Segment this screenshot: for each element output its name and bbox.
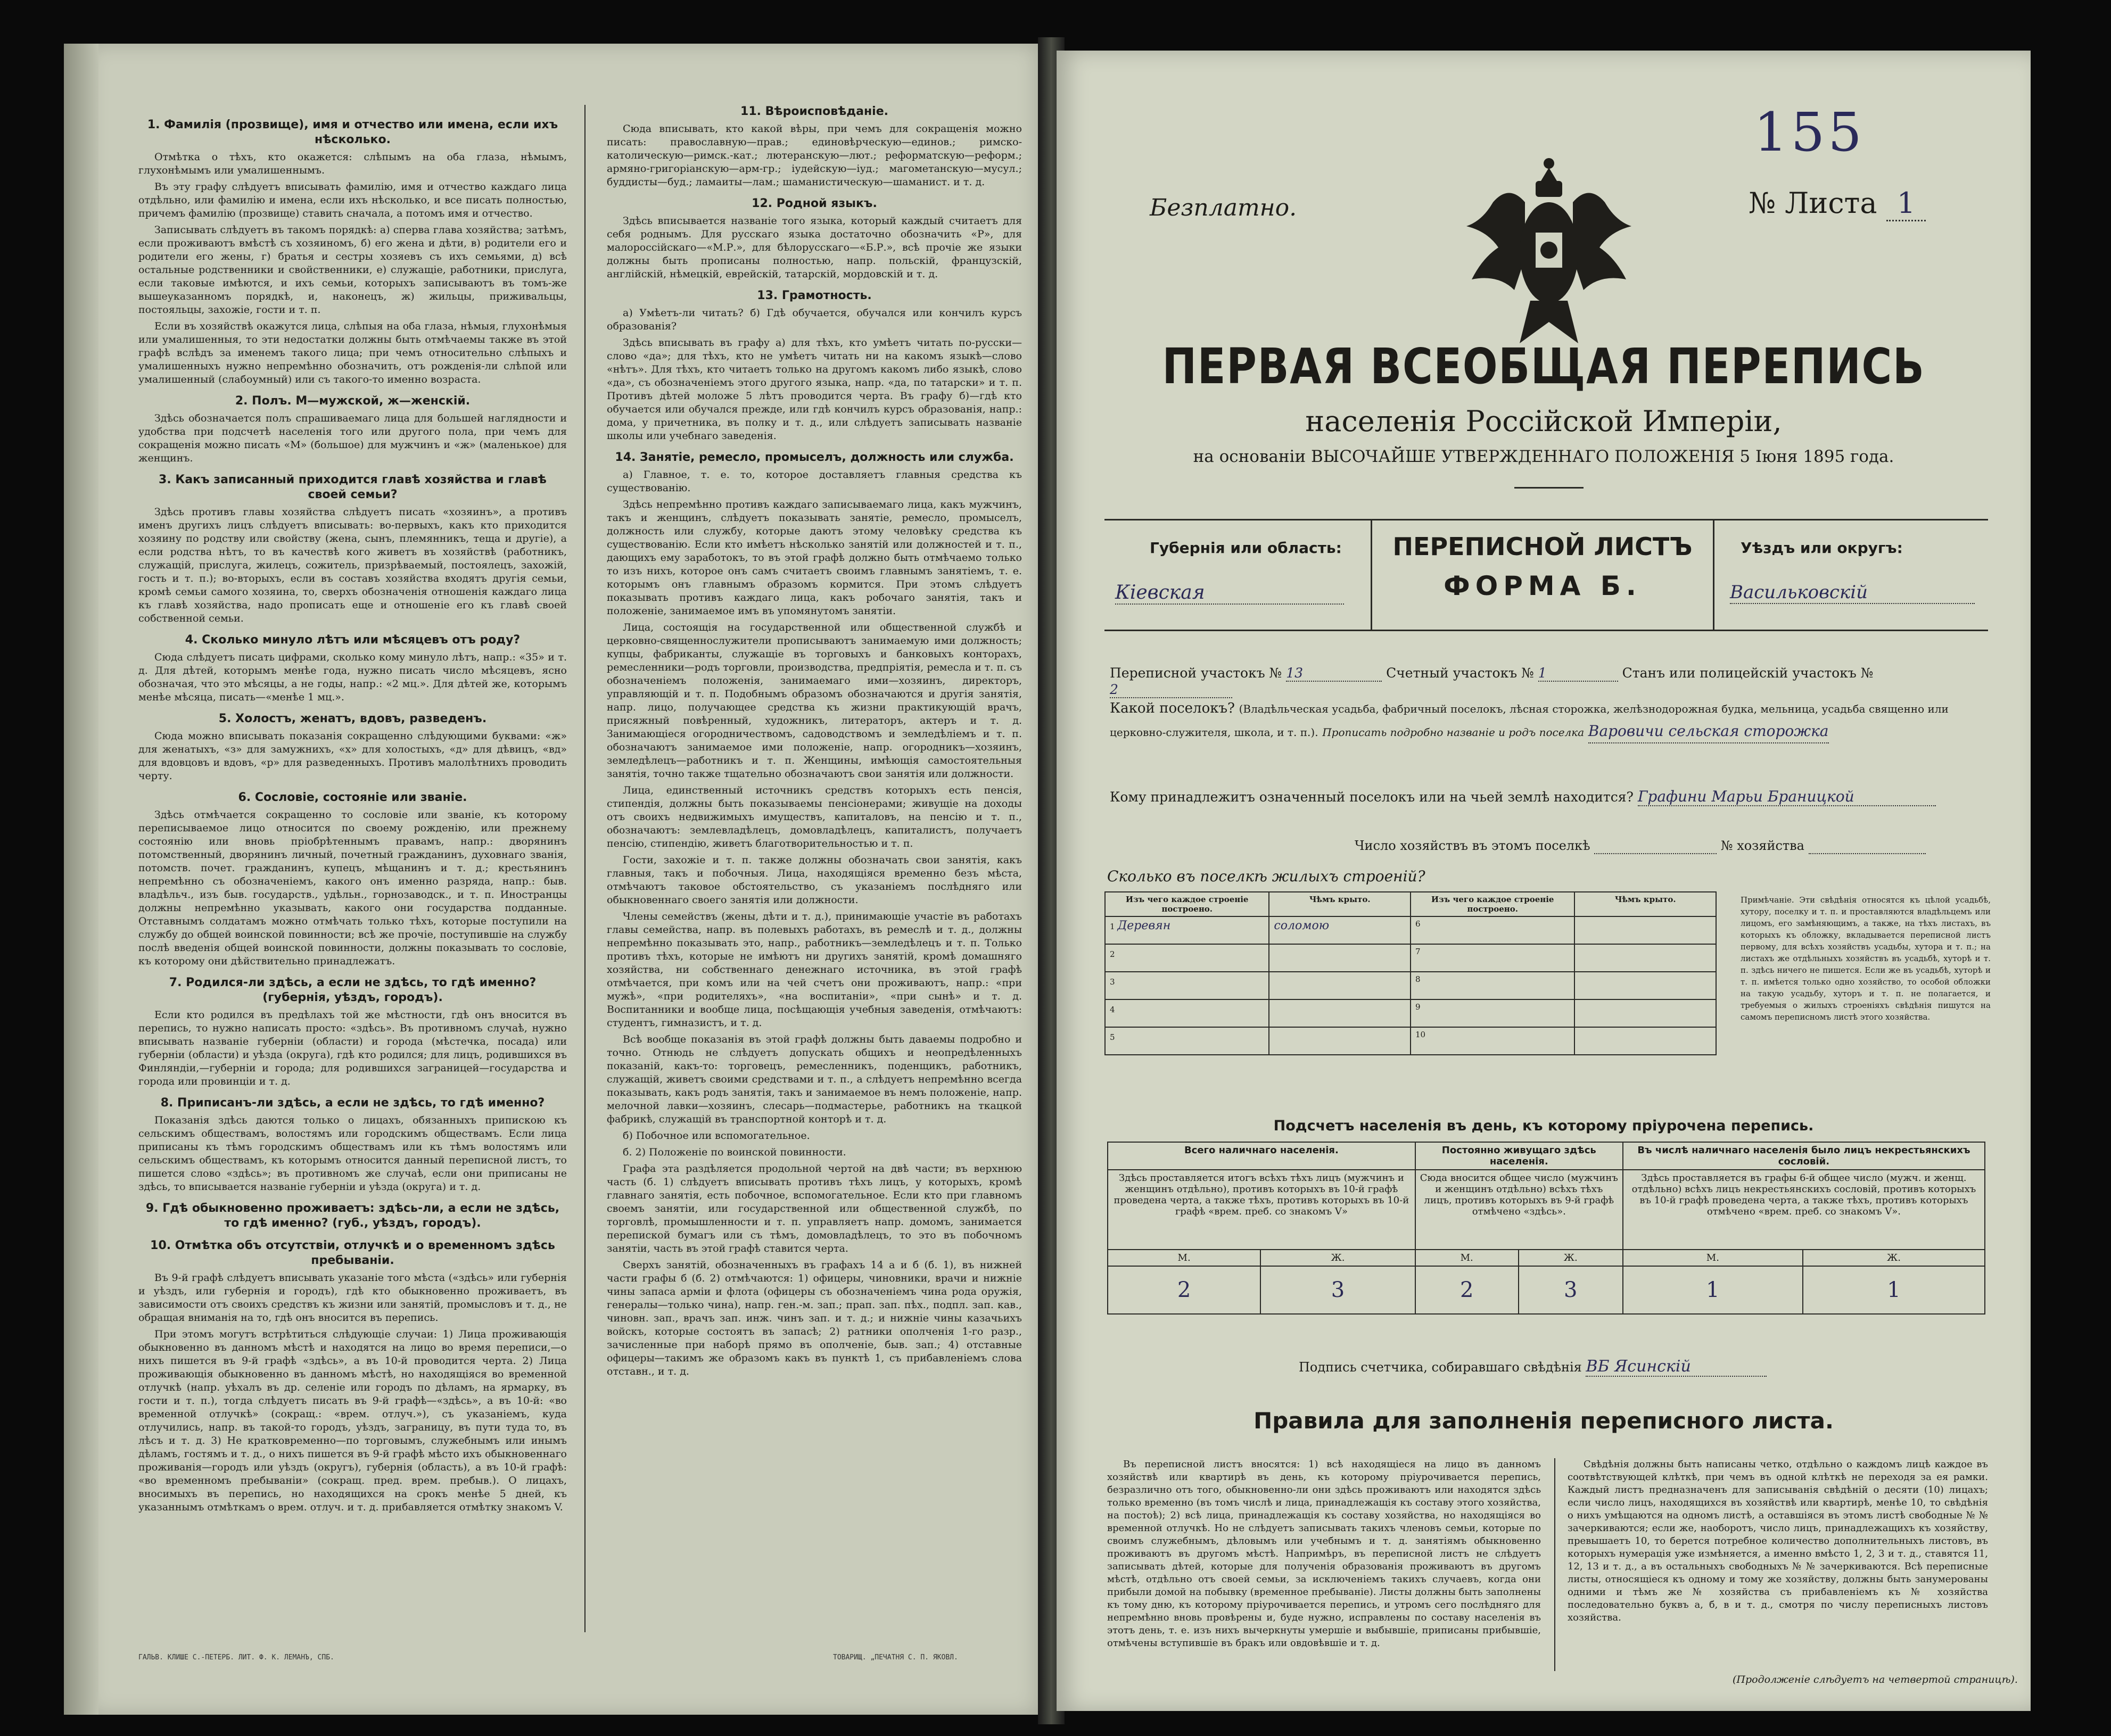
census-basis: на основаніи ВЫСОЧАЙШЕ УТВЕРЖДЕННАГО ПОЛОЖЕНІЯ 5 Іюня 1895 года.	[1193, 447, 1894, 466]
section-heading: 6. Сословіе, состояніе или званіе.	[238, 791, 467, 804]
rules-divider	[1554, 1458, 1555, 1671]
tally-header-total: Всего наличнаго населенія.	[1108, 1142, 1415, 1170]
settlement-value: Варовичи сельская сторожка	[1588, 720, 1829, 743]
section-paragraph: Сюда вписывать, кто какой вѣры, при чемъ для сокращенія можно писать: православную—прав.; единовѣрческую—единов.; римско-католическую—римск.-кат.; лютеранскую—лют.; реформатскую—реформ.; армяно-григоріанскую—арм-гр.; іудейскую—іуд.; магометанскую—мусул.; буддисты—буд.; ламаиты—лам.; шаманистическую—шаманист. и т. д.	[607, 123, 1022, 188]
section-heading: 1. Фамилія (прозвище), имя и отчество или имена, если ихъ нѣсколько.	[147, 118, 558, 146]
household-no-label: № хозяйства	[1720, 838, 1804, 853]
column-divider	[584, 105, 586, 1632]
section-heading: 10. Отмѣтка объ отсутствіи, отлучкѣ и о временномъ здѣсь пребываніи.	[150, 1239, 555, 1267]
building-material-cell	[1105, 972, 1269, 999]
section-paragraph: б) Побочное или вспомогательное.	[623, 1130, 810, 1142]
section-paragraph: Здѣсь обозначается полъ спрашиваемаго лица для большей наглядности и удобства при подсчетѣ населенія того или другого пола, при чемъ для сокращенія можно писать «М» (большое) для мужчинъ и «ж» (маленькое) для женщинъ.	[138, 412, 567, 464]
section-paragraph: Лица, состоящія на государственной или общественной службѣ и церковно-священнослужители прописываютъ занимаемую ими должность; купцы, фабриканты, служащіе въ торговыхъ и банковыхъ конторахъ, ремесленники—родъ торговли, производства, предпріятія, ремесла и т. п. съ обозначеніемъ положенія, занимаемаго ими—хозяинъ, директоръ, управляющій и т. п. Подобнымъ образомъ обозначаются и другія занятія, напр. лицо, получающее средства къ жизни практикующій врачъ, присяжный повѣренный, художникъ, литераторъ, актеръ и т. д. Занимающіеся огородничествомъ, садоводствомъ и земледѣліемъ и т. п. обозначаютъ занимаемое ими положеніе, напр. огородникъ—хозяинъ, земледѣлецъ—работникъ и т. п. Женщины, имѣющія самостоятельныя занятія, точно также тщательно обозначаютъ свои занятія или должности.	[607, 622, 1022, 780]
signature-value: ВБ Ясинскій	[1586, 1357, 1767, 1377]
sex-column-header: М.	[1415, 1250, 1519, 1266]
left-page	[98, 44, 1049, 1715]
buildings-header-material-2: Изъ чего каждое строеніе построено.	[1411, 892, 1574, 916]
row-number: 7	[1415, 947, 1421, 956]
row-number: 5	[1110, 1032, 1115, 1042]
building-material-cell	[1105, 999, 1269, 1027]
household-no-blank	[1809, 838, 1926, 854]
tally-value-cell: 3	[1260, 1266, 1415, 1314]
building-roof-cell	[1574, 1027, 1716, 1055]
section-paragraph: Графа эта раздѣляется продольной чертой на двѣ части; въ верхнюю часть (б. 1) слѣдуетъ вписывать противъ тѣхъ лицъ, у которыхъ, кромѣ главнаго занятія, есть побочное, вспомогательное. Если кто при главномъ своемъ занятіи, или государственной или общественной службѣ, по торговлѣ, промышленности и т. п. управляетъ напр. домомъ, занимается перепиской бумагъ или съ тѣмъ, домовладѣлецъ, то это въ побочномъ занятіи, часть въ этой графѣ ставится черта.	[607, 1163, 1022, 1254]
province-value: Кіевская	[1115, 582, 1344, 605]
section-heading: 4. Сколько минуло лѣтъ или мѣсяцевъ отъ роду?	[185, 633, 521, 647]
buildings-row	[1105, 999, 1716, 1027]
section-heading: 11. Вѣроисповѣданіе.	[740, 105, 888, 118]
header-box	[1104, 519, 1988, 631]
sex-column-header: Ж.	[1803, 1250, 1985, 1266]
census-subtitle: населенія Россійской Имперіи,	[1305, 404, 1782, 438]
building-material-cell	[1411, 944, 1574, 972]
section-paragraph: Отмѣтка о тѣхъ, кто окажется: слѣпымъ на оба глаза, нѣмымъ, глухонѣмымъ или умалишеннымъ.	[138, 151, 567, 176]
households-row	[1355, 838, 1993, 854]
tally-header-permanent: Постоянно живущаго здѣсь населенія.	[1415, 1142, 1623, 1170]
form-title-box	[1371, 520, 1714, 630]
archive-stamp-number: 155	[1754, 101, 1865, 163]
row-number: 3	[1110, 977, 1115, 987]
building-roof-cell	[1269, 1027, 1411, 1055]
row-number: 2	[1110, 949, 1115, 959]
form-title: ПЕРЕПИСНОЙ ЛИСТЪ	[1392, 532, 1693, 561]
section-paragraph: Здѣсь вписывать въ графу а) для тѣхъ, кто умѣетъ читать по-русски—слово «да»; для тѣхъ, кто не умѣетъ читать ни на какомъ языкѣ—слово «нѣтъ». Для тѣхъ, кто читаетъ только на другомъ какомъ либо языкѣ, слово «да», съ обозначеніемъ этого другого языка, напр. «да, по татарски» и т. п. Противъ дѣтей моложе 5 лѣтъ проводится черта. Въ графу б)—гдѣ кто обучается или обучался прежде, или гдѣ кончилъ курсъ образованія, напр.: дома, у причетника, въ полку и т. д., или слѣдуетъ записывать названіе школы или учебнаго заведенія.	[607, 337, 1022, 442]
tally-desc-permanent: Сюда вносится общее число (мужчинъ и женщинъ отдѣльно) всѣхъ тѣхъ лицъ, противъ которыхъ въ 9-й графѣ отмѣчено «здѣсь».	[1415, 1170, 1623, 1250]
district-value: Васильковскій	[1730, 582, 1975, 604]
census-title: ПЕРВАЯ ВСЕОБЩАЯ ПЕРЕПИСЬ	[1162, 338, 1925, 395]
tally-table	[1107, 1142, 1985, 1315]
census-areas-row	[1110, 665, 1993, 698]
tally-value-cell: 2	[1108, 1266, 1260, 1314]
buildings-header-material-1: Изъ чего каждое строеніе построено.	[1105, 892, 1269, 916]
right-page	[1057, 51, 2031, 1711]
building-roof: соломою	[1274, 919, 1330, 932]
sex-column-header: Ж.	[1519, 1250, 1623, 1266]
buildings-note: Примѣчаніе. Эти свѣдѣнія относятся къ цѣлой усадьбѣ, хутору, поселку и т. п. и проставляются владѣльцемъ или лицомъ, его замѣняющимъ, а также, на тѣхъ листахъ, въ которыхъ къ обложку, вкладывается переписной листъ первому, для всѣхъ хозяйствъ усадьбы, хутора и т. п.; на листахъ же отдѣльныхъ хозяйствъ въ усадьбѣ, хуторѣ и т. п. здѣсь ничего не пишется. Если же въ усадьбѣ, хуторѣ и т. п. имѣется только одно хозяйство, то особой обложки на такую усадьбу, хуторъ и т. п. не полагается, и требуемыя о жилыхъ строеніяхъ свѣдѣнія пишутся на самомъ переписномъ листѣ этого хозяйства.	[1741, 895, 1991, 1022]
census-area-label: Переписной участокъ №	[1110, 665, 1282, 681]
section-paragraph: Здѣсь противъ главы хозяйства слѣдуетъ писать «хозяинъ», а противъ именъ другихъ лицъ слѣдуетъ вписывать: во-первыхъ, какъ кто приходится хозяину по родству или свойству (жена, сынъ, племянникъ, теща и другіе), а если родства нѣтъ, то въ качествѣ кого живетъ въ хозяйствѣ (работникъ, служащій, прислуга, жилецъ, сожитель, призрѣваемый, постоялецъ, захожій, гость и т. п.); во-вторыхъ, если въ составъ хозяйства входятъ другія семьи, кромѣ семьи самого хозяина, то, сверхъ обозначенія отношенія каждаго лица къ главѣ хозяйства, надо прописать еще и отношеніе его къ главѣ своей собственной семьи.	[138, 506, 567, 624]
building-roof-cell	[1574, 972, 1716, 999]
rules-continued: (Продолженіе слѣдуетъ на четвертой страницѣ).	[1733, 1674, 2018, 1685]
section-paragraph: Всѣ вообще показанія въ этой графѣ должны быть даваемы подробно и точно. Отнюдь не слѣдуетъ допускать общихъ и неопредѣленныхъ показаній, какъ-то: торговецъ, ремесленникъ, поденщикъ, работникъ, служащій, живетъ своими средствами и т. п., а слѣдуетъ непремѣнно всегда показывать, какъ родъ занятія, такъ и занимаемое въ немъ положеніе, напр. мелочной лавки—хозяинъ, слесарь—подмастерье, работникъ на ткацкой фабрикѣ, служащій въ транспортной конторѣ и т. д.	[607, 1034, 1022, 1125]
building-material-cell	[1411, 999, 1574, 1027]
section-paragraph: б. 2) Положеніе по воинской повинности.	[623, 1146, 846, 1158]
instructions-column-2	[607, 97, 1022, 1640]
section-heading: 5. Холостъ, женатъ, вдовъ, разведенъ.	[218, 712, 487, 725]
section-heading: 7. Родился-ли здѣсь, а если не здѣсь, то гдѣ именно? (губернія, уѣздъ, городъ).	[169, 976, 537, 1004]
sheet-number-label: № Листа	[1749, 186, 1877, 220]
title-rule	[1514, 487, 1584, 489]
free-label: Безплатно.	[1150, 194, 1297, 221]
tally-header-nonpeasant: Въ числѣ наличнаго населенія было лицъ некрестьянскихъ сословій.	[1623, 1142, 1985, 1170]
page-edge	[64, 44, 101, 1715]
building-material-cell	[1105, 944, 1269, 972]
section-paragraph: Здѣсь вписывается названіе того языка, который каждый считаетъ для себя роднымъ. Для русскаго языка достаточно обозначить «Р», для малороссійскаго—«М.Р.», для бѣлорусскаго—«Б.Р.», всѣ прочіе же языки должны быть прописаны полностью, напр. польскій, французскій, англійскій, нѣмецкій, еврейскій, татарскій, мордовскій и т. д.	[607, 215, 1022, 280]
building-roof-cell	[1269, 916, 1411, 944]
sex-column-header: М.	[1108, 1250, 1260, 1266]
instructions-column-1	[138, 110, 567, 1643]
row-number: 10	[1415, 1030, 1426, 1039]
sex-column-header: М.	[1623, 1250, 1803, 1266]
section-heading: 3. Какъ записанный приходится главѣ хозяйства и главѣ своей семьи?	[159, 473, 547, 501]
row-number: 6	[1415, 919, 1421, 929]
section-heading: 12. Родной языкъ.	[752, 197, 877, 210]
households-value-blank	[1594, 838, 1717, 854]
section-paragraph: Лица, единственный источникъ средствъ которыхъ есть пенсія, стипендія, должны быть показываемы пенсіонерами; живущіе на доходы отъ своихъ недвижимыхъ имуществъ, капиталовъ, на пенсію и т. п., обозначаютъ: землевладѣлецъ, домовладѣлецъ, капиталистъ, получаетъ пенсію, стипендію, живетъ благотворительностью и т. п.	[607, 784, 1022, 849]
section-paragraph: Въ 9-й графѣ слѣдуетъ вписывать указаніе того мѣста («здѣсь» или губернія и уѣздъ, или губернія и городъ), гдѣ кто обыкновенно проживаетъ, въ зависимости отъ своихъ средствъ къ жизни или занятій, промысловъ и т. д., не обращая вниманія на то, гдѣ онъ вносится въ перепись.	[138, 1272, 567, 1324]
buildings-row	[1105, 916, 1716, 944]
section-paragraph: Если кто родился въ предѣлахъ той же мѣстности, гдѣ онъ вносится въ перепись, то нужно написать просто: «здѣсь». Въ противномъ случаѣ, нужно вписывать названіе губерніи (области) и города (мѣстечка, посада) или губерніи (области) и уѣзда (округа), гдѣ кто родился; для лицъ, родившихся въ Финляндіи,—губерніи и города; для родившихся заграницей—государства и города или провинціи и т. д.	[138, 1009, 567, 1087]
owner-label: Кому принадлежитъ означенный поселокъ или на чьей землѣ находится?	[1110, 789, 1634, 805]
row-number: 8	[1415, 974, 1421, 984]
section-paragraph: Здѣсь отмѣчается сокращенно то сословіе или званіе, къ которому переписываемое лицо относится по своему рожденію, или прежнему состоянію или вновь пріобрѣтеннымъ правамъ, напр.: дворянинъ потомственный, дворянинъ личный, почетный гражданинъ, духовнаго званія, потомств. почет. гражданинъ, купецъ, мѣщанинъ и т. д.; крестьянинъ непремѣнно съ обозначеніемъ, какого онъ именно разряда, напр.: быв. владѣльч., изъ быв. государств., удѣльн., горнозаводск., и т. п. Иностранцы должны непремѣнно указывать, какого они государства подданные. Отставнымъ солдатамъ можно отмѣчать только тѣхъ, которые поступили на службу до общей воинской повинности; всѣ же прочіе, поступившіе на службу послѣ введенія общей воинской повинности, должны показывать то сословіе, къ которому они дѣйствительно принадлежатъ.	[138, 809, 567, 967]
building-roof-cell	[1269, 999, 1411, 1027]
section-heading: 13. Грамотность.	[757, 289, 872, 302]
signature-row	[1299, 1357, 1767, 1377]
building-material-cell	[1411, 916, 1574, 944]
tally-value-cell: 3	[1519, 1266, 1623, 1314]
building-material-cell	[1411, 972, 1574, 999]
imperial-eagle-emblem	[1461, 152, 1637, 354]
buildings-row	[1105, 944, 1716, 972]
printer-imprint-right: ТОВАРИЩ. „ПЕЧАТНЯ С. П. ЯКОВЛ.	[833, 1654, 958, 1661]
row-number: 1	[1110, 922, 1115, 931]
sheet-number-value: 1	[1886, 186, 1926, 221]
buildings-row	[1105, 1027, 1716, 1055]
building-material-cell	[1411, 1027, 1574, 1055]
building-material-cell	[1105, 1027, 1269, 1055]
building-roof-cell	[1574, 916, 1716, 944]
settlement-hint: (Владѣльческая усадьба, фабричный поселокъ, лѣсная сторожка, желѣзнодорожная будка, мельница, усадьба священно или церковно-служителя, школа, и т. п.).	[1110, 702, 1949, 739]
owner-row	[1110, 788, 1988, 806]
section-paragraph: Гости, захожіе и т. п. также должны обозначать свои занятія, какъ главныя, такъ и побочныя. Лица, находящіяся временно безъ мѣста, отмѣчаютъ таковое обстоятельство, съ указаніемъ послѣдняго или обыкновеннаго своего занятія или должности.	[607, 854, 1022, 906]
buildings-label: Сколько въ поселкѣ жилыхъ строеній?	[1107, 867, 1425, 885]
police-area-label: Станъ или полицейскій участокъ №	[1622, 665, 1874, 681]
buildings-header-roof-2: Чѣмъ крыто.	[1574, 892, 1716, 916]
settlement-hint2: Прописать подробно названіе и родъ поселка	[1322, 726, 1585, 739]
buildings-row	[1105, 972, 1716, 999]
settlement-label: Какой поселокъ?	[1110, 700, 1235, 716]
section-paragraph: Въ эту графу слѣдуетъ вписывать фамилію, имя и отчество каждаго лица отдѣльно, или фамилію и имена, если ихъ нѣсколько, и все писать полностью, причемъ фамилію (прозвище) ставить сначала, а потомъ имя и отчество.	[138, 181, 567, 219]
section-paragraph: Показанія здѣсь даются только о лицахъ, обязанныхъ припискою къ сельскимъ обществамъ, волостямъ или городскимъ обществамъ. Если лица приписаны къ тѣмъ городскимъ обществамъ или къ тѣмъ волостямъ или сельскимъ обществамъ, къ которымъ относится данный переписной листъ, то пишется слово «здѣсь»; въ противномъ же случаѣ, если они приписаны не здѣсь, то вписывается названіе губерніи и уѣзда (округа) и т. д.	[138, 1114, 567, 1193]
row-number: 4	[1110, 1005, 1115, 1014]
form-subtitle: ФОРМА Б.	[1444, 571, 1642, 601]
buildings-header-roof-1: Чѣмъ крыто.	[1269, 892, 1411, 916]
section-paragraph: Сюда можно вписывать показанія сокращенно слѣдующими буквами: «ж» для женатыхъ, «з» для замужнихъ, «х» для холостыхъ, «д» для дѣвицъ, «вд» для вдовцовъ и вдовъ, «р» для разведенныхъ. Противъ малолѣтнихъ проводить черту.	[138, 730, 567, 782]
section-paragraph: а) Главное, т. е. то, которое доставляетъ главныя средства къ существованію.	[607, 469, 1022, 494]
census-area-value: 13	[1286, 665, 1382, 682]
building-roof-cell	[1269, 972, 1411, 999]
section-heading: 14. Занятіе, ремесло, промыселъ, должность или служба.	[615, 451, 1014, 464]
households-label: Число хозяйствъ въ этомъ поселкѣ	[1355, 838, 1590, 853]
building-roof-cell	[1574, 999, 1716, 1027]
section-heading: 9. Гдѣ обыкновенно проживаетъ: здѣсь-ли, а если не здѣсь, то гдѣ именно? (губ., уѣздъ, городъ).	[145, 1202, 560, 1230]
rules-left-column: Въ переписной листъ вносятся: 1) всѣ находящіеся на лицо въ данномъ хозяйствѣ или квартирѣ въ день, къ которому пріурочивается перепись, безразлично отъ того, обыкновенно-ли они здѣсь проживаютъ или находятся здѣсь только временно (въ томъ числѣ и лица, принадлежащія къ составу этого хозяйства, на постоѣ); 2) всѣ лица, принадлежащія къ составу хозяйства, но находящіяся во временной отлучкѣ. Но не слѣдуетъ записывать такихъ членовъ семьи, которые по своимъ служебнымъ, дѣловымъ или учебнымъ и т. д. занятіямъ обыкновенно проживаютъ въ другомъ мѣстѣ. Напримѣръ, въ переписной листъ не слѣдуетъ записывать дѣтей, которые для полученія образованія проживаютъ въ другомъ мѣстѣ, отдѣльно отъ своей семьи, за исключеніемъ такихъ случаевъ, когда они прибыли домой на побывку (временное пребываніе). Листы должны быть заполнены къ тому дню, къ которому пріурочивается перепись, и утромъ сего послѣдняго для непремѣнно вновь провѣрены и, буде нужно, исправлены по составу населенія въ этотъ день, т. е. изъ нихъ вычеркнуты умершіе и выбывшіе, приписаны прибывшіе, отмѣчены вступившіе въ бракъ или овдовѣвшіе и т. д.	[1107, 1459, 1541, 1649]
section-paragraph: Записывать слѣдуетъ въ такомъ порядкѣ: а) сперва глава хозяйства; затѣмъ, если проживаютъ вмѣстѣ съ хозяиномъ, б) его жена и дѣти, в) родители его и родители его жены, г) братья и сестры хозяевъ съ ихъ семьями, д) всѣ остальные родственники и свойственники, е) служащіе, работники, прислуга, если таковые имѣются, и ихъ семьи, которыхъ записываютъ въ томъ-же вышеуказанномъ порядкѣ, и, наконецъ, ж) жильцы, приживальцы, постояльцы, захожіе, гости и т. п.	[138, 224, 567, 316]
building-roof-cell	[1269, 944, 1411, 972]
owner-value: Графини Марьи Браницкой	[1638, 788, 1936, 806]
buildings-table	[1104, 891, 1717, 1055]
police-area-value: 2	[1110, 682, 1232, 698]
count-area-label: Счетный участокъ №	[1386, 665, 1534, 681]
rules-title: Правила для заполненія переписного листа.	[1254, 1408, 1834, 1434]
sex-column-header: Ж.	[1260, 1250, 1415, 1266]
section-heading: 2. Полъ. М—мужской, ж—женскій.	[235, 394, 471, 408]
district-label: Уѣздъ или округъ:	[1741, 539, 1903, 557]
section-paragraph: Здѣсь непремѣнно противъ каждаго записываемаго лица, какъ мужчинъ, такъ и женщинъ, слѣдуетъ показывать занятіе, ремесло, промыселъ, должность или службу, которые даютъ этому человѣку средства къ существованію. Если кто имѣетъ нѣсколько занятій или должностей и т. п., дающихъ ему заработокъ, то въ этой графѣ должно быть отмѣчаемо только то изъ нихъ, которое онъ самъ считаетъ своимъ главнымъ занятіемъ, т. е. которымъ онъ главнымъ образомъ кормится. При этомъ слѣдуетъ показывать противъ каждаго лица, какъ робочаго занятія, такъ и положеніе, занимаемое имъ въ упомянутомъ занятіи.	[607, 499, 1022, 617]
building-material-cell	[1105, 916, 1269, 944]
province-label: Губернія или область:	[1150, 539, 1342, 557]
rules-right-column: Свѣдѣнія должны быть написаны четко, отдѣльно о каждомъ лицѣ каждое въ соотвѣтствующей клѣткѣ, при чемъ въ одной клѣткѣ не переходя за ея рамки. Каждый листъ предназначенъ для записыванія свѣдѣній о десяти (10) лицахъ; если число лицъ, находящихся въ хозяйствѣ или квартирѣ, менѣе 10, то свѣдѣнія о нихъ умѣщаются на одномъ листѣ, а оставшіяся въ этомъ листѣ свободные № № зачеркиваются; если же, наоборотъ, число лицъ, принадлежащихъ къ хозяйству, превышаетъ 10, то берется потребное количество дополнительныхъ листовъ, въ которыхъ нумерація уже измѣняется, а именно вмѣсто 1, 2, 3 и т. д., ставятся 11, 12, 13 и т. д., а въ остальныхъ свободныхъ № № зачеркиваются. Всѣ переписные листы, относящіеся къ одному и тому же хозяйству, должны быть занумерованы одними и тѣмъ же № хозяйства съ прибавленіемъ къ № хозяйства последовательно буквъ а, б, в и т. д., смотря по числу переписныхъ листовъ хозяйства.	[1568, 1459, 1988, 1623]
tally-desc-total: Здѣсь проставляется итогъ всѣхъ тѣхъ лицъ (мужчинъ и женщинъ отдѣльно), противъ которыхъ въ 10-й графѣ проведена черта, а также тѣхъ, противъ которыхъ въ 10-й графѣ «врем. преб. со знакомъ V»	[1108, 1170, 1415, 1250]
count-area-value: 1	[1538, 665, 1618, 682]
sheet-number	[1749, 186, 1926, 220]
section-paragraph: При этомъ могутъ встрѣтиться слѣдующіе случаи: 1) Лица проживающія обыкновенно въ данномъ мѣстѣ и находятся на лицо во время переписи,—о нихъ пишется въ 9-й графѣ «здѣсь», а въ 10-й проводится черта. 2) Лица проживающія обыкновенно въ данномъ мѣстѣ, но находящіяся во временной отлучкѣ (напр. уѣхалъ въ др. селеніе или городъ по дѣламъ, на ярмарку, въ гости и т. п.), тогда слѣдуетъ писать въ 9-й графѣ—«здѣсь», а въ 10-й: «во временной отлучкѣ» (сокращ.: «врем. отлуч.»), съ указаніемъ, куда отлучились, напр. въ такой-то городъ, уѣздъ, заграницу, въ пути туда то, въ лѣсъ и т. д. 3) Не кратковременно—по торговымъ, служебнымъ или инымъ дѣламъ, гостямъ и т. д., о нихъ пишется въ 9-й графѣ мѣсто ихъ обыкновеннаго проживанія—городъ или уѣздъ (округъ), губернія (область), а въ 10-й графѣ: «во временномъ пребываніи» (сокращ. пред. врем. пребыв.). О лицахъ, вносимыхъ въ перепись, но находящихся на срокъ менѣе 5 дней, къ указаннымъ отмѣткамъ о врем. отлуч. и т. д. прибавляется отмѣтку знакомъ V.	[138, 1328, 567, 1513]
row-number: 9	[1415, 1002, 1421, 1012]
section-heading: 8. Приписанъ-ли здѣсь, а если не здѣсь, то гдѣ именно?	[160, 1096, 545, 1110]
tally-value-cell: 1	[1623, 1266, 1803, 1314]
building-material: Деревян	[1117, 919, 1171, 932]
section-paragraph: Сюда слѣдуетъ писать цифрами, сколько кому минуло лѣтъ, напр.: «35» и т. д. Для дѣтей, которымъ менѣе года, нужно писать число мѣсяцевъ, ясно обозначая, что это мѣсяцы, а не годы, напр.: «2 мц.». Для дѣтей же, которымъ менѣе мѣсяца, писать—«менѣе 1 мц.».	[138, 651, 567, 703]
printer-imprint-left: ГАЛЬВ. КЛИШЕ С.-ПЕТЕРБ. ЛИТ. Ф. К. ЛЕМАНЪ, СПБ.	[138, 1654, 334, 1661]
settlement-row	[1110, 697, 1988, 743]
tally-desc-nonpeasant: Здѣсь проставляется въ графы 6-й общее число (мужч. и женщ. отдѣльно) всѣхъ лицъ некрестьянскихъ сословій, противъ которыхъ въ 10-й графѣ проведена черта, а также тѣхъ, противъ которыхъ отмѣчено «врем. преб. со знакомъ V».	[1623, 1170, 1985, 1250]
section-paragraph: Если въ хозяйствѣ окажутся лица, слѣпыя на оба глаза, нѣмыя, глухонѣмыя или умалишенныя, то эти недостатки должны быть отмѣчаемы также въ этой графѣ вслѣдъ за именемъ такого лица; при чемъ относительно слѣпыхъ и умалишенныхъ нужно непремѣнно обозначить, отъ рожденія-ли слѣпой или умалишенный (слабоумный) или съ такого-то именно возраста.	[138, 320, 567, 385]
signature-label: Подпись счетчика, собиравшаго свѣдѣнія	[1299, 1360, 1582, 1375]
tally-value-cell: 1	[1803, 1266, 1985, 1314]
tally-value-cell: 2	[1415, 1266, 1519, 1314]
tally-title: Подсчетъ населенія въ день, къ которому пріурочена перепись.	[1273, 1118, 1814, 1134]
section-paragraph: Сверхъ занятій, обозначенныхъ въ графахъ 14 а и б (б. 1), въ нижней части графы б (б. 2) отмѣчаются: 1) офицеры, чиновники, врачи и нижніе чины запаса арміи и флота (офицеры съ обозначеніемъ чина рода оружія, генералы—только чина), напр. ген.-м. зап.; прап. зап. пѣх., подпл. зап. кав., чиновн. зап., врачъ зап. инж. чинъ зап. и т. д.; и нижніе чины казачьихъ войскъ, которые состоятъ въ запасѣ; 2) ратники ополченія 1-го разр., зачисленные при наборѣ прямо въ ополченіе, быв. зап.; 4) отставные офицеры—такимъ же образомъ какъ въ пунктѣ 1, съ прибавленіемъ слова отставн., и т. д.	[607, 1259, 1022, 1377]
section-paragraph: а) Умѣетъ-ли читать? б) Гдѣ обучается, обучался или кончилъ курсъ образованія?	[607, 307, 1022, 332]
building-roof-cell	[1574, 944, 1716, 972]
section-paragraph: Члены семействъ (жены, дѣти и т. д.), принимающіе участіе въ работахъ главы семейства, напр. въ полевыхъ работахъ, въ ремеслѣ и т. д., должны непремѣнно показывать это, напр., работникъ—земледѣлецъ и т. п. Только противъ тѣхъ, которые не имѣютъ ни другихъ занятій, кромѣ домашняго хозяйства, ни собственнаго денежнаго источника, въ этой графѣ отмѣчается, при комъ или на чей счетъ они проживаютъ, напр.: «при мужѣ», «при родителяхъ», «на воспитаніи», «при сынѣ» и т. д. Воспитанники и вообще лица, посѣщающія учебныя заведенія, отмѣчаютъ: студентъ, гимназистъ, и т. д.	[607, 911, 1022, 1029]
